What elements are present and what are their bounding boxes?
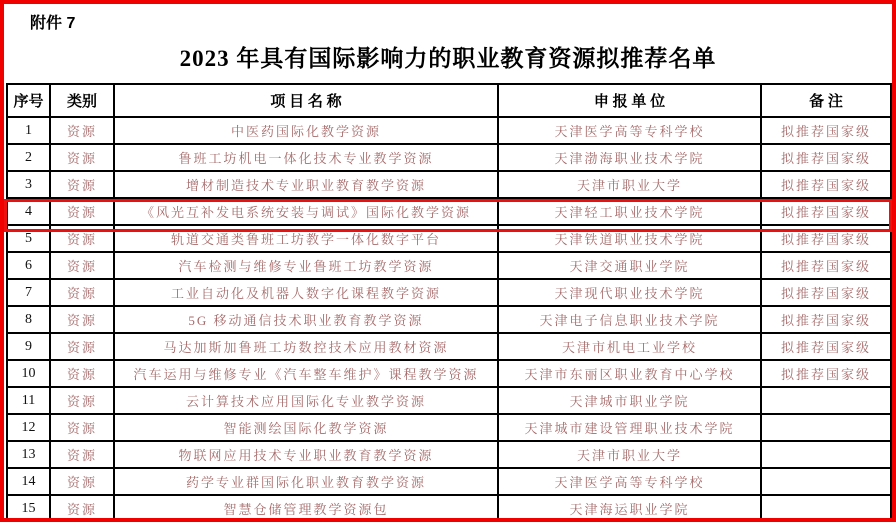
category-cell: 资源: [50, 468, 114, 495]
header-cell-category: 类别: [50, 84, 114, 117]
table-row: [7, 441, 891, 468]
remark-cell: [761, 495, 891, 522]
category-cell: 资源: [50, 225, 114, 252]
project-name-cell: 药学专业群国际化职业教育教学资源: [114, 468, 498, 495]
table-row: [7, 495, 891, 522]
remark-cell: 拟推荐国家级: [761, 252, 891, 279]
remark-cell: [761, 468, 891, 495]
category-cell: 资源: [50, 306, 114, 333]
row-number-cell: 12: [7, 414, 50, 441]
unit-cell: 天津市职业大学: [498, 441, 761, 468]
project-name-cell: 马达加斯加鲁班工坊数控技术应用教材资源: [114, 333, 498, 360]
remark-cell: 拟推荐国家级: [761, 171, 891, 198]
unit-cell: 天津铁道职业技术学院: [498, 225, 761, 252]
row-number-cell: 5: [7, 225, 50, 252]
category-cell: 资源: [50, 414, 114, 441]
unit-cell: 天津医学高等专科学校: [498, 468, 761, 495]
unit-cell: 天津电子信息职业技术学院: [498, 306, 761, 333]
unit-cell: 天津城市职业学院: [498, 387, 761, 414]
remark-cell: 拟推荐国家级: [761, 144, 891, 171]
row-number-cell: 14: [7, 468, 50, 495]
category-cell: 资源: [50, 252, 114, 279]
header-cell-unit: 申 报 单 位: [498, 84, 761, 117]
unit-cell: 天津渤海职业技术学院: [498, 144, 761, 171]
header-cell-project-name: 项 目 名 称: [114, 84, 498, 117]
remark-cell: 拟推荐国家级: [761, 279, 891, 306]
project-name-cell: 中医药国际化教学资源: [114, 117, 498, 144]
table-row: [7, 387, 891, 414]
table-row: [7, 306, 891, 333]
project-name-cell: 轨道交通类鲁班工坊教学一体化数字平台: [114, 225, 498, 252]
header-cell-remark: 备 注: [761, 84, 891, 117]
remark-cell: 拟推荐国家级: [761, 117, 891, 144]
remark-cell: 拟推荐国家级: [761, 306, 891, 333]
category-cell: 资源: [50, 333, 114, 360]
category-cell: 资源: [50, 441, 114, 468]
remark-cell: [761, 387, 891, 414]
table-row: [7, 225, 891, 252]
unit-cell: 天津市职业大学: [498, 171, 761, 198]
page-title: 2023 年具有国际影响力的职业教育资源拟推荐名单: [179, 46, 717, 71]
category-cell: 资源: [50, 495, 114, 522]
project-name-cell: 汽车检测与维修专业鲁班工坊教学资源: [114, 252, 498, 279]
project-name-cell: 智慧仓储管理教学资源包: [114, 495, 498, 522]
unit-cell: 天津市机电工业学校: [498, 333, 761, 360]
table-row: [7, 414, 891, 441]
remark-cell: [761, 441, 891, 468]
unit-cell: 天津医学高等专科学校: [498, 117, 761, 144]
unit-cell: 天津海运职业学院: [498, 495, 761, 522]
project-name-cell: 云计算技术应用国际化专业教学资源: [114, 387, 498, 414]
row-number-cell: 2: [7, 144, 50, 171]
category-cell: 资源: [50, 387, 114, 414]
row-number-cell: 3: [7, 171, 50, 198]
remark-cell: [761, 414, 891, 441]
category-cell: 资源: [50, 171, 114, 198]
table-header-row: [7, 84, 891, 117]
row-number-cell: 1: [7, 117, 50, 144]
unit-cell: 天津市东丽区职业教育中心学校: [498, 360, 761, 387]
table-row: [7, 333, 891, 360]
row-number-cell: 6: [7, 252, 50, 279]
project-name-cell: 《风光互补发电系统安装与调试》国际化教学资源: [114, 198, 498, 225]
project-name-cell: 增材制造技术专业职业教育教学资源: [114, 171, 498, 198]
project-name-cell: 工业自动化及机器人数字化课程教学资源: [114, 279, 498, 306]
project-name-cell: 5G 移动通信技术职业教育教学资源: [114, 306, 498, 333]
remark-cell: 拟推荐国家级: [761, 333, 891, 360]
unit-cell: 天津交通职业学院: [498, 252, 761, 279]
unit-cell: 天津城市建设管理职业技术学院: [498, 414, 761, 441]
category-cell: 资源: [50, 198, 114, 225]
remark-cell: 拟推荐国家级: [761, 198, 891, 225]
project-name-cell: 物联网应用技术专业职业教育教学资源: [114, 441, 498, 468]
row-number-cell: 11: [7, 387, 50, 414]
row-number-cell: 7: [7, 279, 50, 306]
row-number-cell: 8: [7, 306, 50, 333]
table-row: [7, 117, 891, 144]
attachment-label: 附件 7: [30, 15, 76, 32]
row-number-cell: 9: [7, 333, 50, 360]
table-row: [7, 198, 891, 225]
category-cell: 资源: [50, 279, 114, 306]
recommendation-table: [6, 83, 892, 522]
category-cell: 资源: [50, 117, 114, 144]
project-name-cell: 智能测绘国际化教学资源: [114, 414, 498, 441]
project-name-cell: 汽车运用与维修专业《汽车整车维护》课程教学资源: [114, 360, 498, 387]
header-cell-no: 序号: [7, 84, 50, 117]
table-row: [7, 252, 891, 279]
table-row: [7, 144, 891, 171]
unit-cell: 天津现代职业技术学院: [498, 279, 761, 306]
unit-cell: 天津轻工职业技术学院: [498, 198, 761, 225]
row-number-cell: 13: [7, 441, 50, 468]
remark-cell: 拟推荐国家级: [761, 225, 891, 252]
category-cell: 资源: [50, 360, 114, 387]
table-row: [7, 468, 891, 495]
remark-cell: 拟推荐国家级: [761, 360, 891, 387]
row-number-cell: 10: [7, 360, 50, 387]
table-row: [7, 360, 891, 387]
row-number-cell: 4: [7, 198, 50, 225]
category-cell: 资源: [50, 144, 114, 171]
project-name-cell: 鲁班工坊机电一体化技术专业教学资源: [114, 144, 498, 171]
row-number-cell: 15: [7, 495, 50, 522]
table-row: [7, 171, 891, 198]
table-row: [7, 279, 891, 306]
